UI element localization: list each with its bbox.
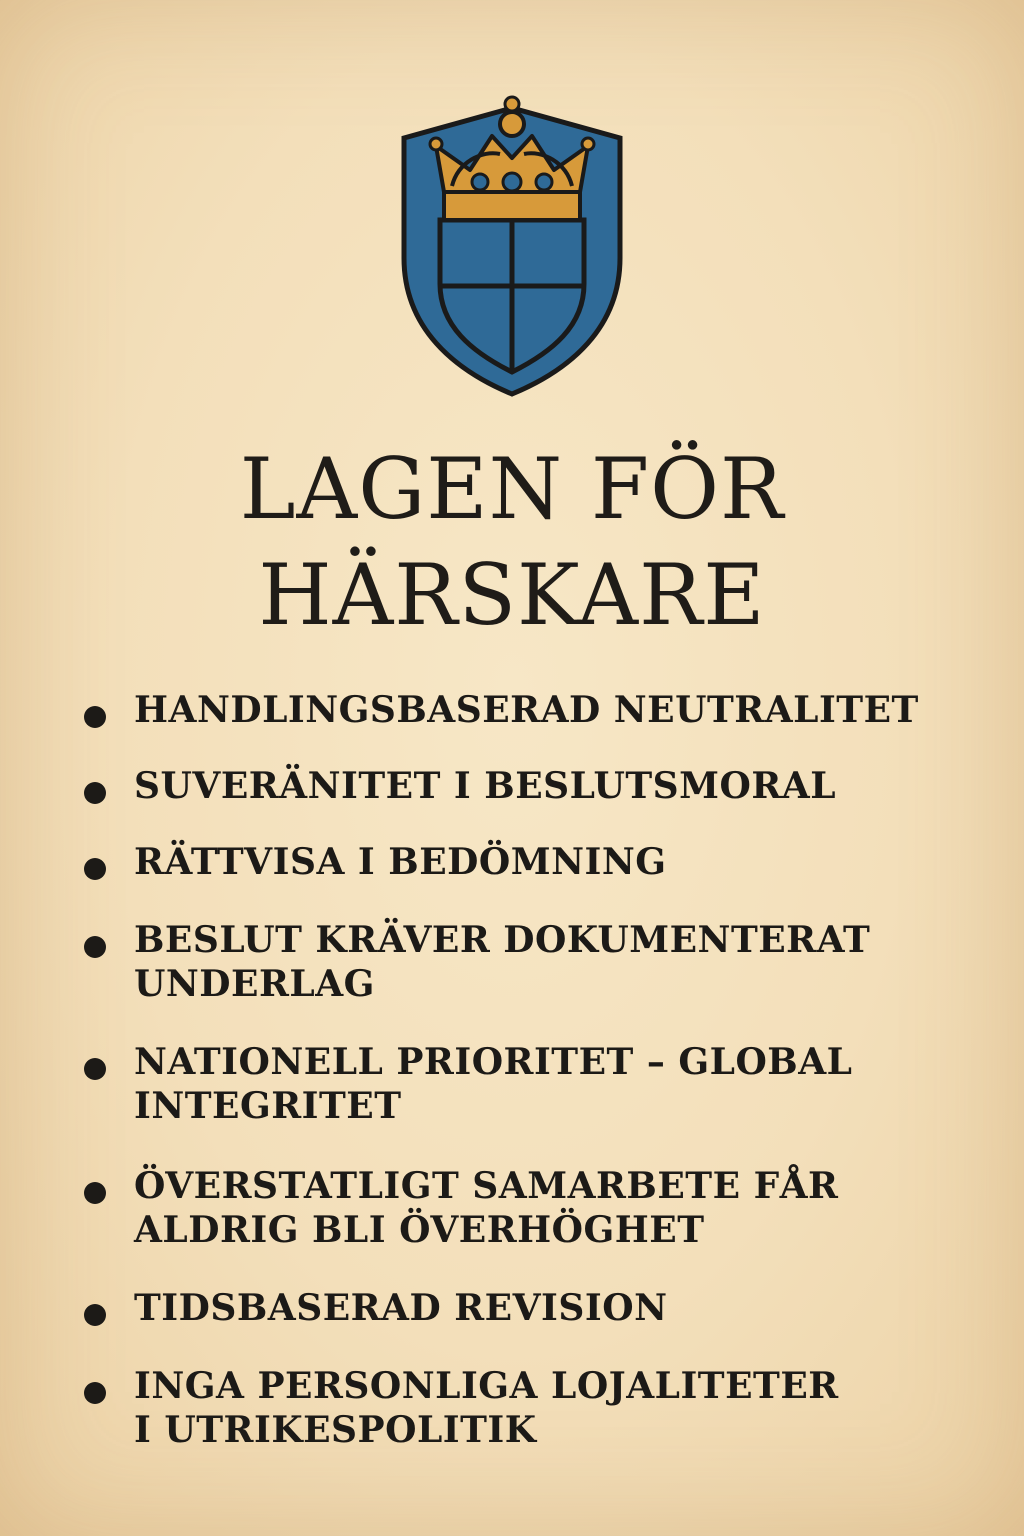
principle-text: BESLUT KRÄVER DOKUMENTERAT UNDERLAG bbox=[134, 919, 871, 1005]
list-item bbox=[84, 918, 964, 1006]
principle-text: INGA PERSONLIGA LOJALITETER I UTRIKESPOLITIK bbox=[134, 1365, 839, 1451]
title-line-2: HÄRSKARE bbox=[258, 546, 766, 644]
bullet-icon bbox=[84, 782, 106, 804]
title-line-1: LAGEN FÖR bbox=[239, 440, 785, 538]
principle-text: ÖVERSTATLIGT SAMARBETE FÅR ALDRIG BLI ÖVERHÖGHET bbox=[134, 1165, 839, 1251]
bullet-icon bbox=[84, 1304, 106, 1326]
principle-text: NATIONELL PRIORITET – GLOBAL INTEGRITET bbox=[134, 1041, 853, 1127]
list-item bbox=[84, 688, 964, 732]
crown-band bbox=[444, 192, 580, 220]
bullet-icon bbox=[84, 858, 106, 880]
list-item bbox=[84, 1286, 964, 1330]
principle-text: HANDLINGSBASERAD NEUTRALITET bbox=[134, 689, 919, 731]
list-item bbox=[84, 1364, 964, 1452]
crown-orb bbox=[500, 112, 524, 136]
list-item bbox=[84, 840, 964, 884]
list-item bbox=[84, 1164, 964, 1252]
page-title bbox=[0, 436, 1024, 648]
bullet-icon bbox=[84, 1182, 106, 1204]
bullet-icon bbox=[84, 1382, 106, 1404]
list-item bbox=[84, 1040, 964, 1128]
bullet-icon bbox=[84, 1058, 106, 1080]
principle-text: RÄTTVISA I BEDÖMNING bbox=[134, 841, 667, 883]
bullet-icon bbox=[84, 936, 106, 958]
principle-text: TIDSBASERAD REVISION bbox=[134, 1287, 668, 1329]
list-item bbox=[84, 764, 964, 808]
crowned-shield-icon bbox=[392, 88, 632, 400]
principle-text: SUVERÄNITET I BESLUTSMORAL bbox=[134, 765, 837, 807]
bullet-icon bbox=[84, 706, 106, 728]
